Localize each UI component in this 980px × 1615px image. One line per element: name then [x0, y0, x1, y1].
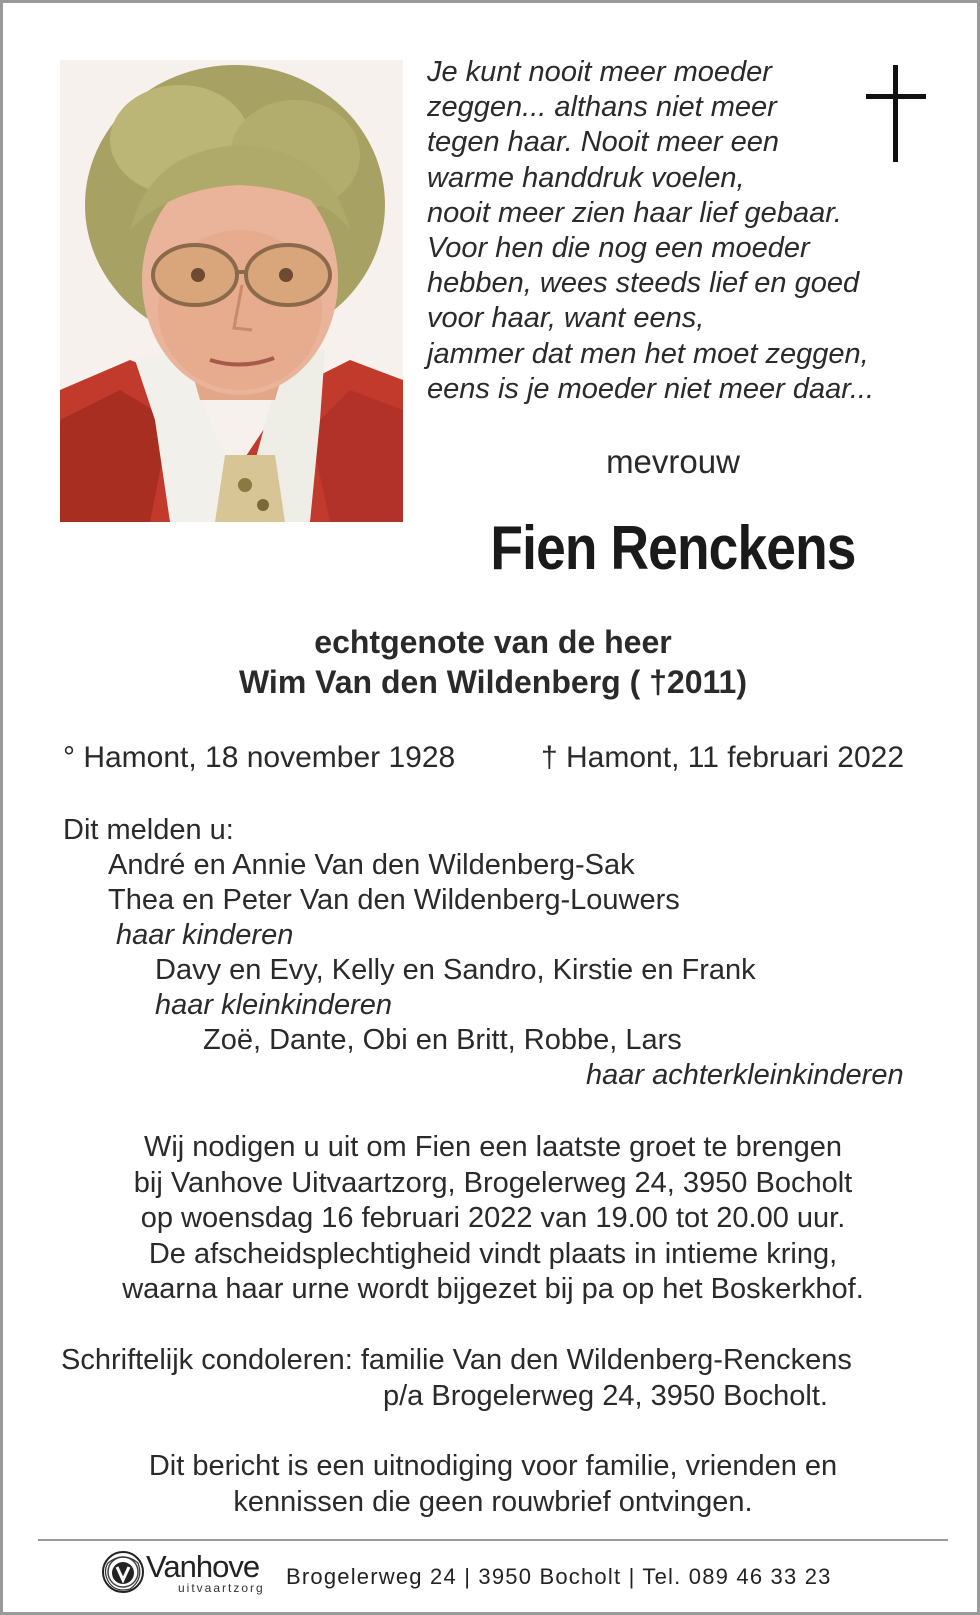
- poem-line: voor haar, want eens,: [427, 302, 705, 335]
- invitation-line: Wij nodigen u uit om Fien een laatste groet te brengen: [143, 1131, 843, 1163]
- family-intro: Dit melden u:: [63, 814, 234, 846]
- brand-name: Vanhove: [146, 1549, 260, 1584]
- notice-text: [33, 1449, 953, 1520]
- notice-line: Dit bericht is een uitnodiging voor familie, vrienden en: [148, 1450, 838, 1482]
- poem-line: hebben, wees steeds lief en goed: [427, 267, 860, 300]
- funeral-home-contact: Brogelerweg 24 | 3950 Bocholt | Tel. 089 46 33 23: [286, 1564, 832, 1589]
- invitation-text: [33, 1130, 953, 1308]
- honorific: mevrouw: [606, 443, 740, 480]
- greatgrandchildren-label: haar achterkleinkinderen: [586, 1059, 904, 1091]
- death-info: † Hamont, 11 februari 2022: [541, 741, 905, 774]
- spouse-line-2: Wim Van den Wildenberg ( †2011): [239, 664, 747, 700]
- child-entry: Thea en Peter Van den Wildenberg-Louwers: [108, 884, 680, 916]
- cross-icon: [866, 65, 926, 162]
- condolence-line-2: p/a Brogelerweg 24, 3950 Bocholt.: [383, 1380, 828, 1412]
- greatgrandchildren-entry: Zoë, Dante, Obi en Britt, Robbe, Lars: [203, 1024, 682, 1056]
- footer-divider: [38, 1539, 948, 1541]
- poem-line: zeggen... althans niet meer: [427, 91, 777, 124]
- invitation-line: waarna haar urne wordt bijgezet bij pa op het Boskerkhof.: [122, 1273, 864, 1305]
- poem-line: nooit meer zien haar lief gebaar.: [427, 196, 842, 229]
- poem-line: Voor hen die nog een moeder: [427, 232, 810, 265]
- poem-line: Je kunt nooit meer moeder: [427, 56, 772, 88]
- grandchildren-entry: Davy en Evy, Kelly en Sandro, Kirstie en Frank: [155, 954, 756, 986]
- children-label: haar kinderen: [116, 919, 294, 951]
- poem-line: tegen haar. Nooit meer een: [427, 126, 779, 159]
- portrait-photo: [60, 60, 403, 522]
- invitation-line: op woensdag 16 februari 2022 van 19.00 tot 20.00 uur.: [140, 1202, 846, 1234]
- poem-line: warme handdruk voelen,: [427, 161, 745, 194]
- spouse-line-1: echtgenote van de heer: [314, 624, 672, 660]
- invitation-line: bij Vanhove Uitvaartzorg, Brogelerweg 24, 3950 Bocholt: [133, 1166, 853, 1199]
- vanhove-logo: [100, 1547, 270, 1597]
- condolence-line-1: Schriftelijk condoleren: familie Van den Wildenberg-Renckens: [61, 1344, 852, 1376]
- birth-info: ° Hamont, 18 november 1928: [63, 741, 456, 774]
- portrait-image: [60, 60, 403, 522]
- spouse-info: [43, 622, 943, 702]
- deceased-name: Fien Renckens: [490, 514, 856, 583]
- notice-line: kennissen die geen rouwbrief ontvingen.: [233, 1485, 753, 1518]
- invitation-line: De afscheidsplechtigheid vindt plaats in intieme kring,: [148, 1237, 838, 1270]
- vanhove-logo-icon: [100, 1549, 146, 1595]
- child-entry: André en Annie Van den Wildenberg-Sak: [108, 849, 635, 881]
- poem-line: eens is je moeder niet meer daar...: [427, 372, 875, 405]
- memorial-poem: [427, 55, 897, 407]
- grandchildren-label: haar kleinkinderen: [155, 989, 392, 1021]
- brand-subtitle: uitvaartzorg: [178, 1581, 265, 1595]
- poem-line: jammer dat men het moet zeggen,: [427, 337, 869, 370]
